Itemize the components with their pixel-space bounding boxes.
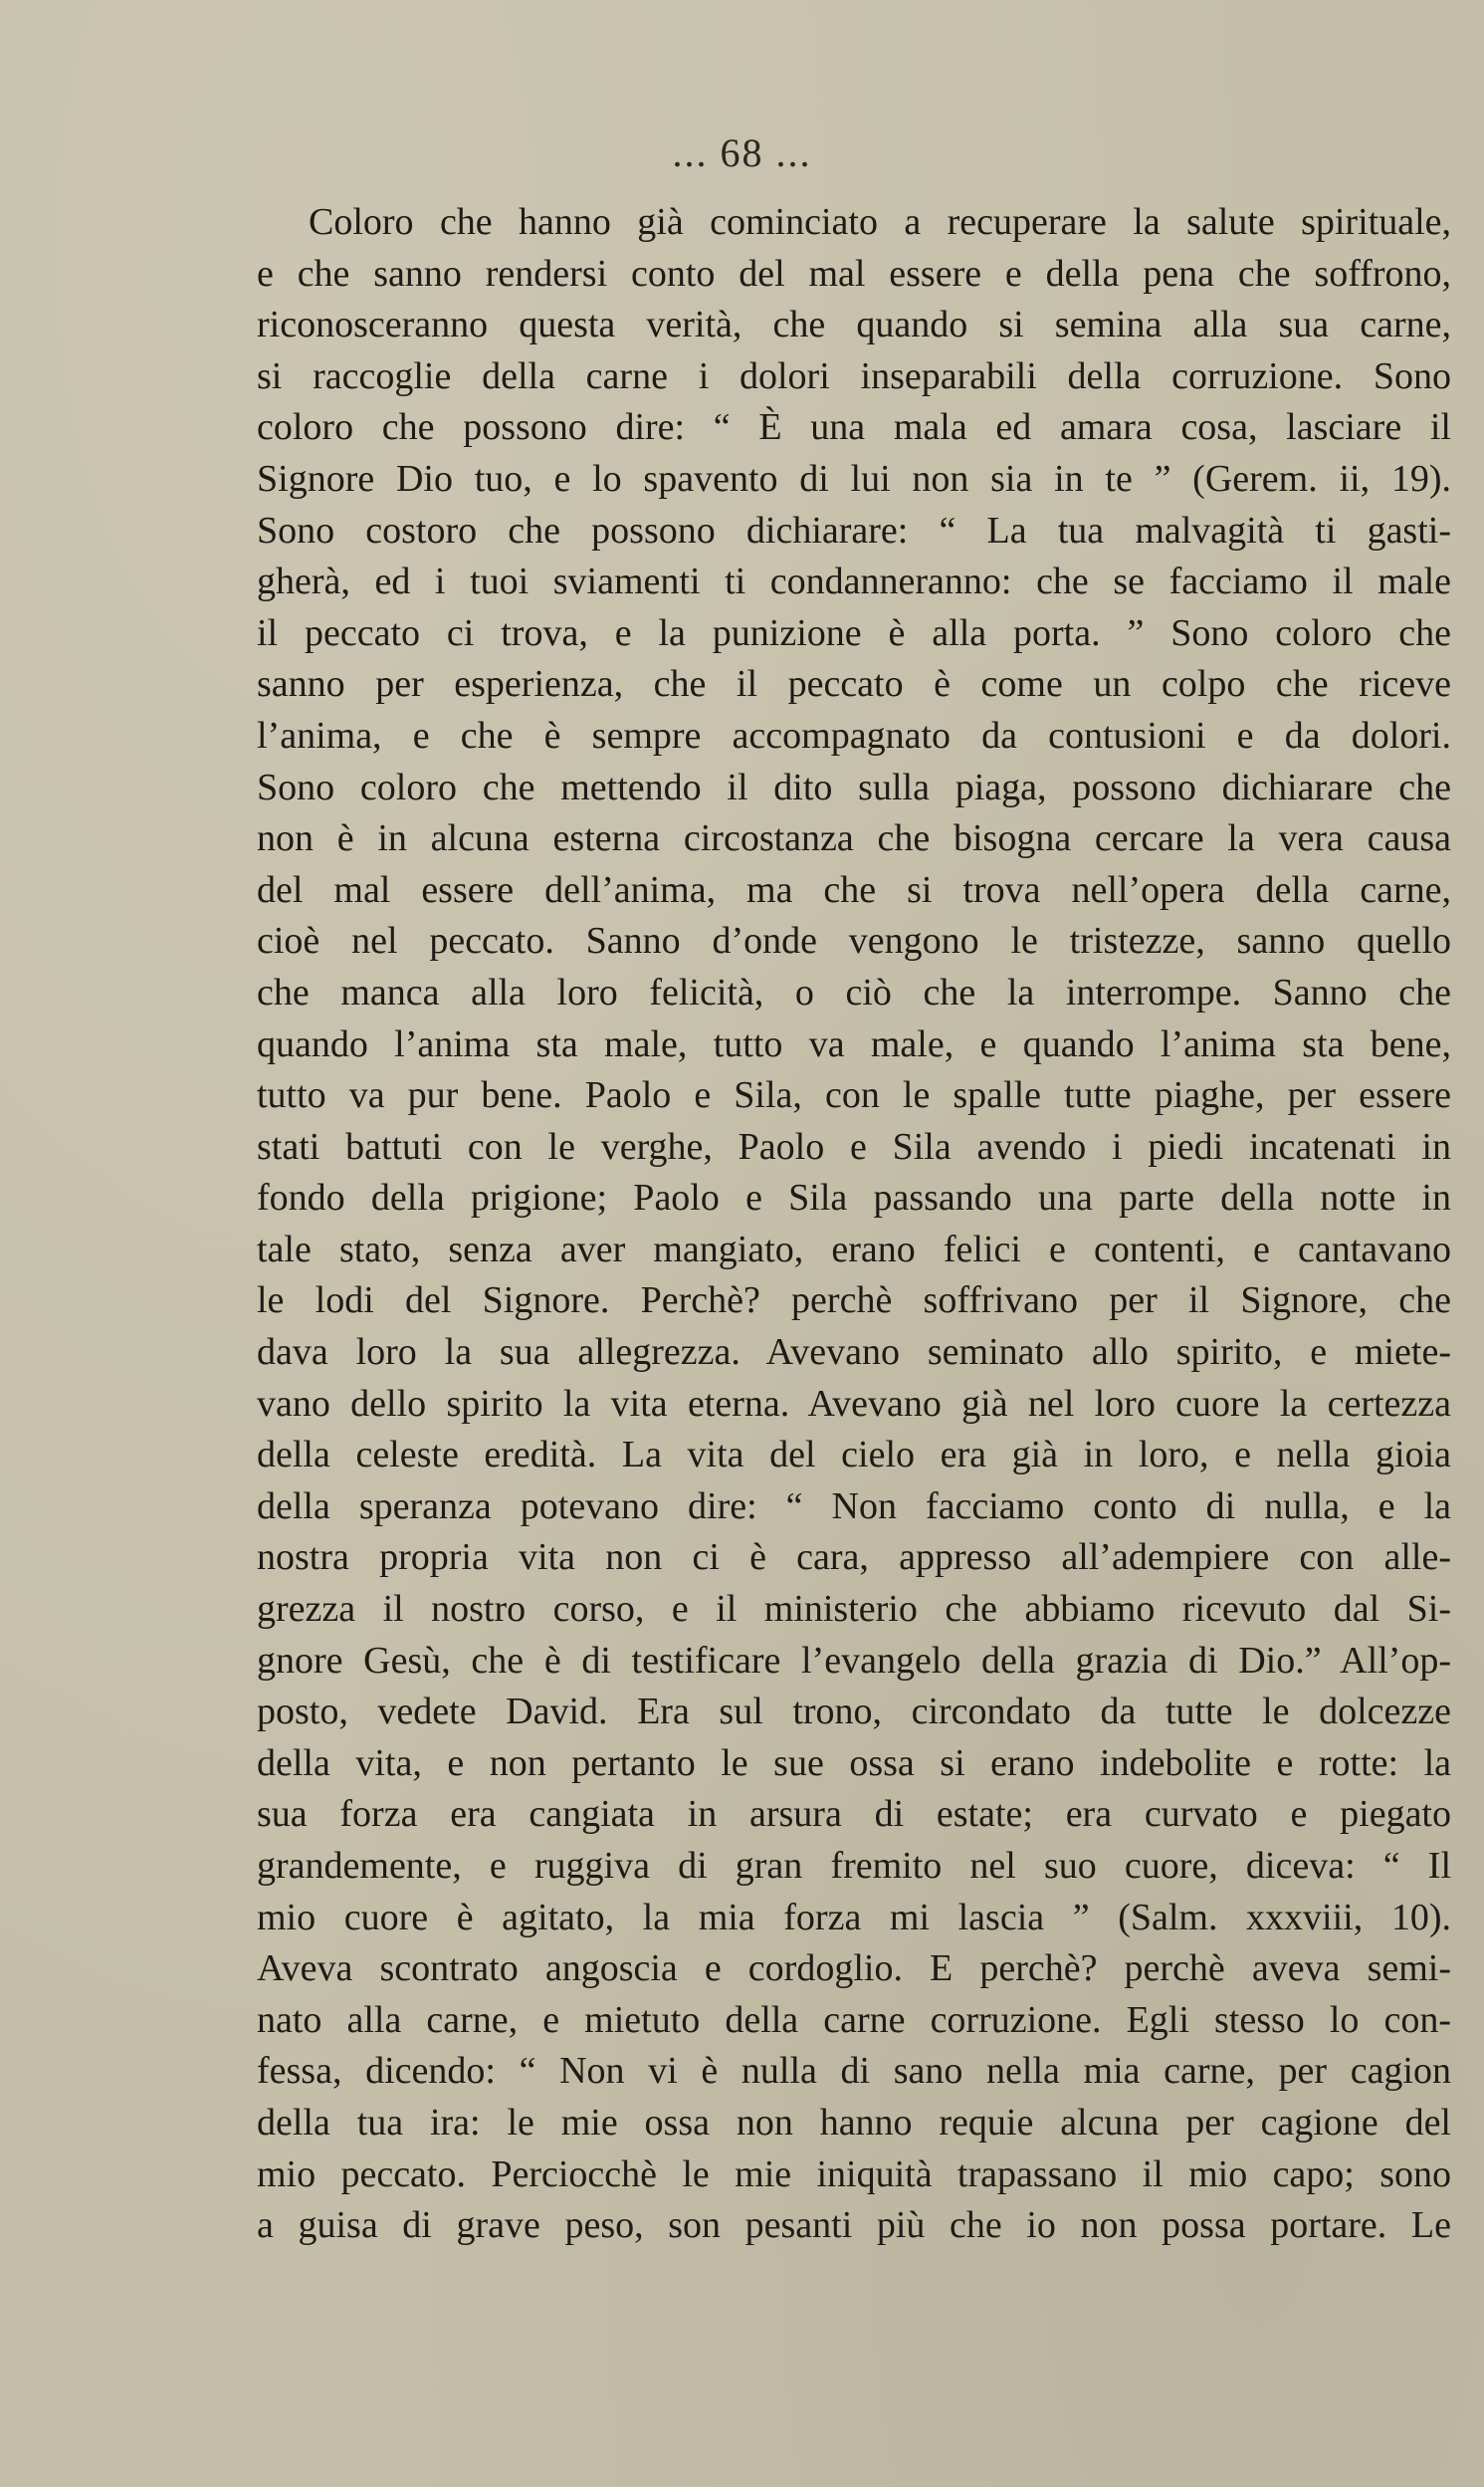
text-line: gnore Gesù, che è di testificare l’evangelo della grazia di Dio.” All’op- xyxy=(257,1639,1451,1682)
text-line: vano dello spirito la vita eterna. Avevano già nel loro cuore la certezza xyxy=(257,1382,1451,1425)
text-line: della speranza potevano dire: “ Non facciamo conto di nulla, e la xyxy=(257,1484,1451,1527)
text-line: della tua ira: le mie ossa non hanno requie alcuna per cagione del xyxy=(257,2101,1451,2144)
text-line: a guisa di grave peso, son pesanti più che io non possa portare. Le xyxy=(257,2204,1451,2247)
text-line: mio peccato. Perciocchè le mie iniquità trapassano il mio capo; sono xyxy=(257,2152,1451,2195)
page-number: ... 68 ... xyxy=(672,130,812,175)
text-line: fondo della prigione; Paolo e Sila passando una parte della notte in xyxy=(257,1177,1451,1220)
text-line: Sono costoro che possono dichiarare: “ La tua malvagità ti gasti- xyxy=(257,509,1451,552)
text-line: cioè nel peccato. Sanno d’onde vengono le tristezze, sanno quello xyxy=(257,920,1451,963)
text-line: Coloro che hanno già cominciato a recuperare la salute spirituale, xyxy=(309,201,1451,243)
text-line: grandemente, e ruggiva di gran fremito nel suo cuore, diceva: “ Il xyxy=(257,1845,1451,1887)
text-line: tutto va pur bene. Paolo e Sila, con le spalle tutte piaghe, per essere xyxy=(257,1074,1451,1117)
text-line: non è in alcuna esterna circostanza che bisogna cercare la vera causa xyxy=(257,817,1451,860)
text-line: grezza il nostro corso, e il ministerio che abbiamo ricevuto dal Si- xyxy=(257,1588,1451,1631)
text-line: della celeste eredità. La vita del cielo era già in loro, e nella gioia xyxy=(257,1434,1451,1476)
text-line: sanno per esperienza, che il peccato è come un colpo che riceve xyxy=(257,663,1451,706)
text-line: mio cuore è agitato, la mia forza mi lascia ” (Salm. xxxviii, 10). xyxy=(257,1896,1451,1938)
text-line: nostra propria vita non ci è cara, appresso all’adempiere con alle- xyxy=(257,1536,1451,1579)
text-line: Aveva scontrato angoscia e cordoglio. E perchè? perchè aveva semi- xyxy=(257,1947,1451,1990)
text-line: dava loro la sua allegrezza. Avevano seminato allo spirito, e miete- xyxy=(257,1331,1451,1374)
text-line: nato alla carne, e mietuto della carne corruzione. Egli stesso lo con- xyxy=(257,1998,1451,2041)
text-line: coloro che possono dire: “ È una mala ed amara cosa, lasciare il xyxy=(257,406,1451,449)
text-line: tale stato, senza aver mangiato, erano felici e contenti, e cantavano xyxy=(257,1228,1451,1270)
text-line: che manca alla loro felicità, o ciò che la interrompe. Sanno che xyxy=(257,971,1451,1014)
text-line: le lodi del Signore. Perchè? perchè soffrivano per il Signore, che xyxy=(257,1279,1451,1322)
text-line: l’anima, e che è sempre accompagnato da contusioni e da dolori. xyxy=(257,714,1451,757)
text-line: e che sanno rendersi conto del mal essere e della pena che soffrono, xyxy=(257,252,1451,295)
text-line: sua forza era cangiata in arsura di estate; era curvato e piegato xyxy=(257,1793,1451,1836)
text-line: posto, vedete David. Era sul trono, circondato da tutte le dolcezze xyxy=(257,1691,1451,1733)
text-line: gherà, ed i tuoi sviamenti ti condanneranno: che se facciamo il male xyxy=(257,561,1451,603)
text-line: quando l’anima sta male, tutto va male, e quando l’anima sta bene, xyxy=(257,1022,1451,1065)
text-line: della vita, e non pertanto le sue ossa si erano indebolite e rotte: la xyxy=(257,1741,1451,1784)
text-line: riconosceranno questa verità, che quando si semina alla sua carne, xyxy=(257,304,1451,346)
text-line: si raccoglie della carne i dolori inseparabili della corruzione. Sono xyxy=(257,354,1451,397)
text-line: Signore Dio tuo, e lo spavento di lui non sia in te ” (Gerem. ii, 19). xyxy=(257,457,1451,500)
text-line: del mal essere dell’anima, ma che si trova nell’opera della carne, xyxy=(257,868,1451,911)
text-line: Sono coloro che mettendo il dito sulla piaga, possono dichiarare che xyxy=(257,766,1451,808)
text-line: stati battuti con le verghe, Paolo e Sila avendo i piedi incatenati in xyxy=(257,1125,1451,1168)
text-line: il peccato ci trova, e la punizione è alla porta. ” Sono coloro che xyxy=(257,611,1451,654)
body-text xyxy=(257,197,1451,2252)
text-line: fessa, dicendo: “ Non vi è nulla di sano nella mia carne, per cagion xyxy=(257,2050,1451,2093)
